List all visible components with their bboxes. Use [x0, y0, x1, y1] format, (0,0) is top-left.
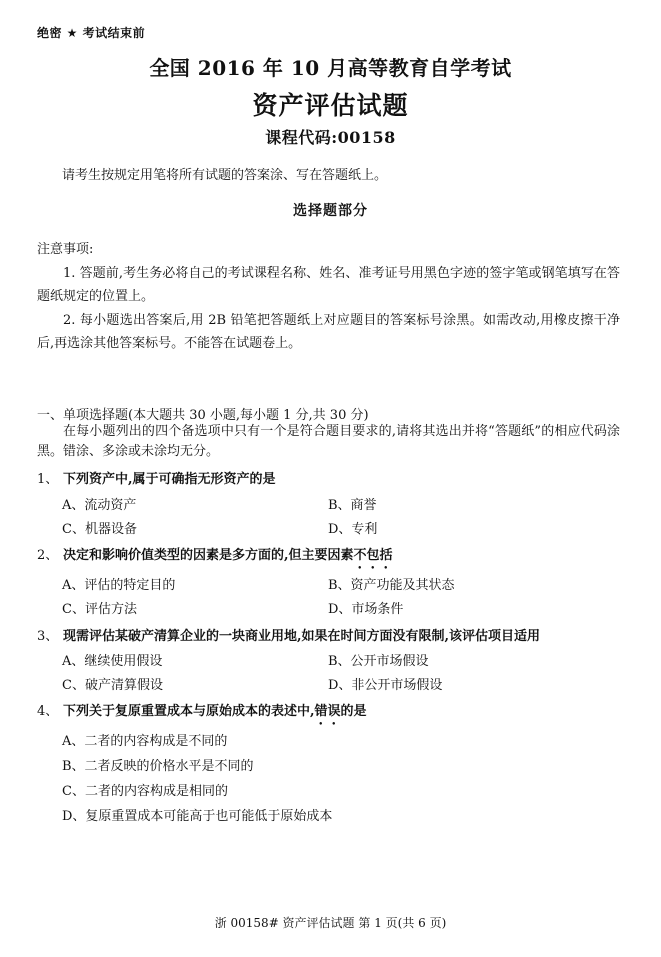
confidential-label: 绝密 ★ 考试结束前	[37, 26, 146, 40]
question-number: 4、	[37, 704, 59, 719]
note-item-1: 1. 答题前,考生务必将自己的考试课程名称、姓名、准考证号用黑色字迹的签字笔或钢笔填写在答题纸规定的位置上。	[37, 266, 620, 304]
exam-title: 全国 2016 年 10 月高等教育自学考试	[149, 56, 512, 80]
instruction-text: 请考生按规定用笔将所有试题的答案涂、写在答题纸上。	[62, 168, 388, 183]
notes-heading: 注意事项:	[37, 242, 94, 257]
question-1-option-a: A、流动资产	[62, 498, 137, 513]
question-3-option-a: A、继续使用假设	[62, 654, 163, 669]
question-1-option-d: D、专利	[328, 522, 378, 537]
question-text: 现需评估某破产清算企业的一块商业用地,如果在时间方面没有限制,该评估项目适用	[63, 629, 541, 644]
course-code: 课程代码:00158	[265, 128, 396, 147]
question-4-option-c: C、二者的内容构成是相同的	[62, 784, 228, 799]
question-emphasis: 不包括	[353, 548, 393, 563]
question-3-option-b: B、公开市场假设	[328, 654, 429, 669]
question-4-option-a: A、二者的内容构成是不同的	[62, 734, 228, 749]
subject-title: 资产评估试题	[252, 91, 409, 120]
question-number: 1、	[37, 472, 59, 487]
part-heading: 一、单项选择题(本大题共 30 小题,每小题 1 分,共 30 分)	[37, 408, 369, 423]
question-1-option-b: B、商誉	[328, 498, 377, 513]
page-footer: 浙 00158# 资产评估试题 第 1 页(共 6 页)	[214, 916, 447, 930]
question-2-option-c: C、评估方法	[62, 602, 137, 617]
question-number: 3、	[37, 629, 59, 644]
question-1	[37, 468, 276, 487]
question-2-option-a: A、评估的特定目的	[62, 578, 176, 593]
question-4	[37, 700, 367, 728]
question-text-end: 的是	[340, 704, 367, 719]
question-3-option-c: C、破产清算假设	[62, 678, 163, 693]
question-number: 2、	[37, 548, 59, 563]
question-text: 下列资产中,属于可确指无形资产的是	[63, 472, 276, 487]
note-item-2: 2. 每小题选出答案后,用 2B 铅笔把答题纸上对应题目的答案标号涂黑。如需改动,用橡皮擦干净后,再选涂其他答案标号。不能答在试题卷上。	[37, 313, 620, 351]
question-emphasis: 错误	[314, 704, 341, 719]
question-2-option-b: B、资产功能及其状态	[328, 578, 455, 593]
section-title: 选择题部分	[293, 203, 368, 219]
question-2	[37, 544, 393, 572]
question-text: 决定和影响价值类型的因素是多方面的,但主要因素	[63, 548, 354, 563]
question-4-option-d: D、复原重置成本可能高于也可能低于原始成本	[62, 809, 333, 824]
question-1-option-c: C、机器设备	[62, 522, 137, 537]
question-3-option-d: D、非公开市场假设	[328, 678, 443, 693]
part-description: 在每小题列出的四个备选项中只有一个是符合题目要求的,请将其选出并将“答题纸”的相应代码涂黑。错涂、多涂或未涂均无分。	[37, 424, 620, 459]
question-4-option-b: B、二者反映的价格水平是不同的	[62, 759, 254, 774]
question-text: 下列关于复原重置成本与原始成本的表述中,	[63, 704, 315, 719]
question-2-option-d: D、市场条件	[328, 602, 404, 617]
question-3	[37, 625, 540, 644]
